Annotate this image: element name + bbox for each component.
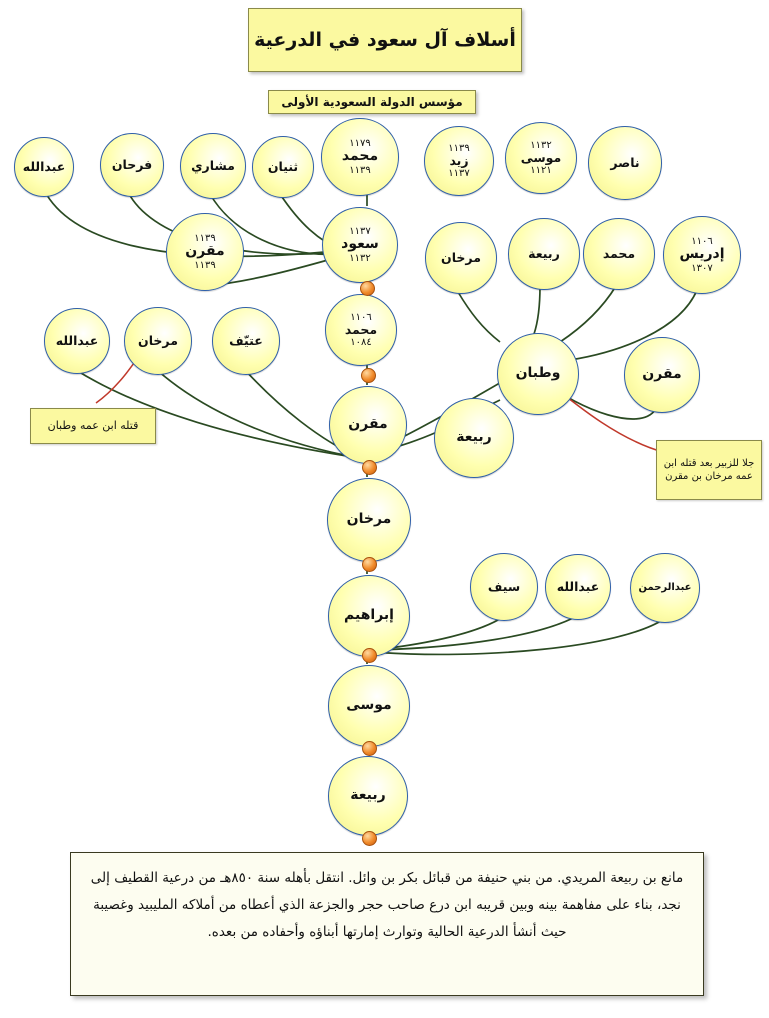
person-year-end: ١٣٠٧ <box>691 262 713 274</box>
person-node-abdulrahman[interactable] <box>630 553 700 623</box>
person-node-rabiah-main[interactable] <box>328 756 408 836</box>
person-year-start: ١١٣٩ <box>448 142 470 154</box>
person-year-start: ١١٧٩ <box>349 137 371 149</box>
trunk-bead-6 <box>362 741 377 756</box>
person-node-watban[interactable] <box>497 333 579 415</box>
person-node-muhammad-1106[interactable] <box>325 294 397 366</box>
person-year-end: ١٠٨٤ <box>350 337 372 348</box>
person-node-markhan-left[interactable] <box>124 307 192 375</box>
person-node-farhan[interactable] <box>100 133 164 197</box>
person-node-abdullah-right[interactable] <box>545 554 611 620</box>
person-name: مقرن <box>348 416 388 433</box>
person-node-muhammad-1179[interactable] <box>321 118 399 196</box>
main-title-box <box>248 8 522 72</box>
person-year-start: ١١٣٢ <box>530 139 552 151</box>
person-name: مرخان <box>346 511 392 528</box>
person-name: ناصر <box>610 155 640 170</box>
note-2-text: جلا للزبير بعد قتله ابن عمه مرخان بن مقرن <box>663 457 755 482</box>
person-name: عبدالله <box>556 579 600 594</box>
caption-text: مانع بن ربيعة المريدي. من بني حنيفة من قبائل بكر بن وائل. انتقل بأهله سنة ٨٥٠هـ من درعية القطيف إلى نجد، بناء على مفاهمة بينه وبين قريبه ابن درع صاحب حجر والجزعة الذي أعطاه من أملاكه المليبيد وغصيبة حيث أنشأ الدرعية الحالية وتوارث إمارتها أبناؤه وأحفاده من بعده. <box>90 870 684 940</box>
person-year-start: ١١٠٦ <box>350 311 372 323</box>
person-node-saif[interactable] <box>470 553 538 621</box>
person-name: موسى <box>346 697 392 714</box>
person-node-rabiah-mid[interactable] <box>434 398 514 478</box>
person-name: ربيعة <box>456 429 492 446</box>
person-name: عبدالله <box>22 159 66 174</box>
trunk-bead-5 <box>362 648 377 663</box>
person-year-end: ١١٣٧ <box>448 168 470 179</box>
caption-box <box>70 852 704 996</box>
person-node-musa-main[interactable] <box>328 665 410 747</box>
person-node-markhan-top[interactable] <box>425 222 497 294</box>
note-box-2 <box>656 440 762 500</box>
person-node-muqrin-1139[interactable] <box>166 213 244 291</box>
person-year-start: ١١٣٩ <box>194 232 216 244</box>
trunk-bead-2 <box>361 368 376 383</box>
person-node-muqrin-main[interactable] <box>329 386 407 464</box>
person-name: محمد <box>344 322 378 337</box>
person-name: إبراهيم <box>344 607 394 624</box>
trunk-bead-7 <box>362 831 377 846</box>
person-name: سيف <box>487 579 521 594</box>
person-name: مقرن <box>642 366 682 383</box>
person-node-thunayyan[interactable] <box>252 136 314 198</box>
person-name: إدريس <box>679 246 725 263</box>
person-name: ثنيان <box>267 159 299 174</box>
person-node-ibrahim[interactable] <box>328 575 410 657</box>
person-name: محمد <box>602 246 636 261</box>
person-name: وطبان <box>515 365 561 382</box>
person-node-zaid-1139[interactable] <box>424 126 494 196</box>
founder-label-box <box>268 90 476 114</box>
person-name: مرخان <box>441 250 481 265</box>
person-node-markhan-main[interactable] <box>327 478 411 562</box>
person-node-utayyif[interactable] <box>212 307 280 375</box>
person-name: مشاري <box>191 158 235 173</box>
person-name: ربيعة <box>350 787 386 804</box>
person-name: عبدالله <box>55 333 99 348</box>
person-year-end: ١١٣٩ <box>349 164 371 176</box>
trunk-bead-1 <box>360 281 375 296</box>
person-node-saud-1137[interactable] <box>322 207 398 283</box>
person-name: محمد <box>341 148 379 165</box>
person-name: فرحان <box>111 157 153 172</box>
person-node-mishari[interactable] <box>180 133 246 199</box>
person-name: سعود <box>341 236 379 253</box>
person-year-start: ١١٠٦ <box>691 235 713 247</box>
main-title-text: أسلاف آل سعود في الدرعية <box>254 29 516 51</box>
person-node-muqrin-right[interactable] <box>624 337 700 413</box>
person-node-nasir[interactable] <box>588 126 662 200</box>
person-node-abdullah-top[interactable] <box>14 137 74 197</box>
person-name: عتيّف <box>229 333 263 348</box>
trunk-bead-3 <box>362 460 377 475</box>
person-name: مرخان <box>138 333 178 348</box>
person-year-end: ١١٢١ <box>530 165 552 176</box>
person-node-abdullah-left[interactable] <box>44 308 110 374</box>
note-1-text: قتله ابن عمه وطبان <box>47 418 139 432</box>
person-name: زيد <box>449 153 469 168</box>
note-box-1 <box>30 408 156 444</box>
person-name: موسى <box>520 150 562 165</box>
person-name: مقرن <box>185 243 225 260</box>
trunk-bead-4 <box>362 557 377 572</box>
founder-label-text: مؤسس الدولة السعودية الأولى <box>281 95 463 109</box>
person-year-start: ١١٣٧ <box>349 225 371 237</box>
person-year-end: ١١٣٢ <box>349 252 371 264</box>
person-node-musa-1132[interactable] <box>505 122 577 194</box>
person-name: ربيعة <box>528 246 560 261</box>
person-year-end: ١١٣٩ <box>194 259 216 271</box>
person-node-muhammad-mid[interactable] <box>583 218 655 290</box>
person-node-rabiah-top[interactable] <box>508 218 580 290</box>
person-name: عبدالرحمن <box>638 582 692 594</box>
person-node-idris-1106[interactable] <box>663 216 741 294</box>
